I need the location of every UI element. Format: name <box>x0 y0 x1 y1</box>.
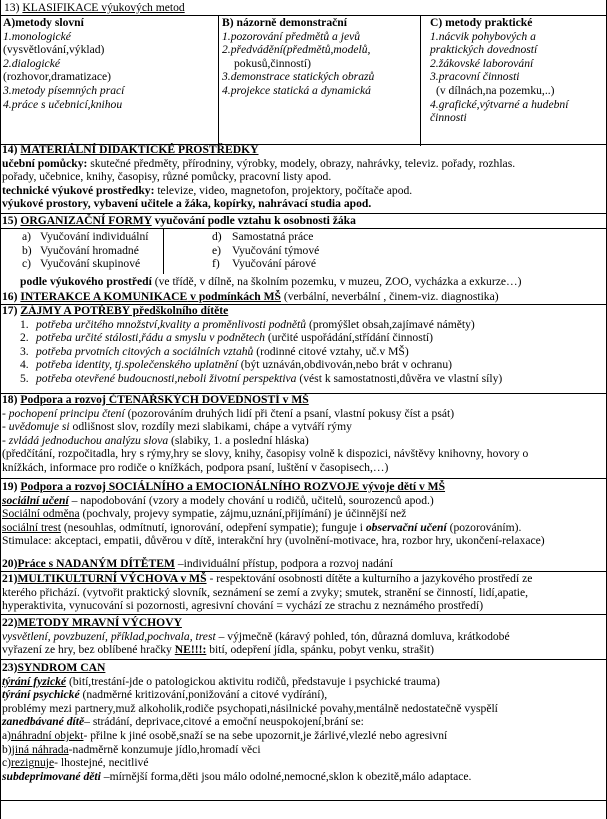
section-16-title: INTERAKCE A KOMUNIKACE <box>20 290 188 303</box>
section-20-title: Práce s NADANÝM DÍTĚTEM <box>17 557 175 570</box>
forms-divider <box>163 229 164 274</box>
section-21 <box>0 572 607 613</box>
section-23-heading: 23)SYNDROM CAN <box>2 661 106 674</box>
list-item: 4.projekce statická a dynamická <box>222 83 371 97</box>
section-19-line-2: Sociální odměna (pochvaly, projevy sympatie, zájmu,uznání,přijímání) je účinnější než <box>2 507 407 521</box>
section-17-title: ZÁJMY A POTŘEBY předškolního dítěte <box>20 304 229 317</box>
list-item: (rozhovor,dramatizace) <box>3 70 112 84</box>
section-19-line-3: sociální trest (nesouhlas, odmítnutí, ignorování, odepření sympatie); funguje i observační učení (pozorováním). <box>2 520 522 534</box>
list-item: praktických dovedností <box>430 43 538 57</box>
section-23 <box>0 661 607 783</box>
list-item: f) Vyučování párové <box>212 257 317 271</box>
methods-col-a <box>3 16 215 111</box>
section-13-heading: 13) KLASIFIKACE výukových metod <box>4 1 185 14</box>
rule <box>0 659 607 660</box>
list-item: 3.pracovní činnosti <box>430 70 520 84</box>
list-item: 3. potřeba prvotních citových a sociálních vztahů (rodinné citové vztahy, uč.v MŠ) <box>20 344 409 358</box>
section-20-heading: 20)Práce s NADANÝM DÍTĚTEM –individuální přístup, podpora a rozvoj nadání <box>2 557 393 570</box>
section-18-line-2: - uvědomuje si odlišnost slov, rozdíly mezi slabikami, chápe a vytváří rýmy <box>2 420 352 434</box>
list-item: (vysvětlování,výklad) <box>3 43 105 57</box>
list-item: pokusů,činností) <box>234 56 311 70</box>
section-19-line-1: sociální učení – napodobování (vzory a modely chování u rodičů, učitelů, sourozenců apod.) <box>2 493 434 507</box>
list-item: 4.grafické,výtvarné a hudební <box>430 97 569 111</box>
section-18-heading: 18) Podpora a rozvoj ČTENÁŘSKÝCH DOVEDNOSTÍ v MŠ <box>2 393 309 406</box>
section-13-title: KLASIFIKACE výukových metod <box>22 1 185 14</box>
methods-col-b-head: B) názorně demonstrační <box>222 16 347 29</box>
list-item: 5. potřeba otevřené budoucnosti,neboli životní perspektiva (vést k samostatnosti,důvěra ve vlastní síly) <box>20 371 503 385</box>
list-item: c) Vyučování skupinové <box>22 257 141 271</box>
forms-left <box>22 230 149 271</box>
section-14-line-3: technické výukové prostředky: televize, video, magnetofon, projektory, počítače apod. <box>2 183 413 197</box>
section-13 <box>0 1 607 125</box>
list-item: b) Vyučování hromadné <box>22 243 139 257</box>
list-item: 3.demonstrace statických obrazů <box>222 70 375 84</box>
methods-divider-1 <box>218 16 219 146</box>
list-item: 1.nácvik pohybových a <box>430 29 536 43</box>
methods-table <box>0 15 607 145</box>
methods-col-c-head: C) metody praktické <box>430 16 533 29</box>
section-23-line-3: problémy mezi partnery,muž alkoholik,rodiče psychopati,násilnické povahy,mentálně nedostatečně vyspělí <box>2 701 498 715</box>
section-22-heading: 22)METODY MRAVNÍ VÝCHOVY <box>2 616 182 629</box>
section-21-line-3: hyperaktivita, vynucování si pozornosti, agresivní chování = vychází ze strachu z neznámého prostředí) <box>2 599 484 613</box>
section-19 <box>0 480 607 548</box>
section-16 <box>0 290 607 304</box>
list-item: d) Samostatná práce <box>212 230 314 243</box>
forms-right <box>212 230 319 271</box>
section-22 <box>0 616 607 657</box>
list-item: a) Vyučování individuální <box>22 230 149 243</box>
section-15-extra: podle výukového prostředí (ve třídě, v dílně, na školním pozemku, v muzeu, ZOO, vycházka a exkurze…) <box>20 275 522 288</box>
methods-col-b <box>222 16 418 98</box>
list-item: 1. potřeba určitého množství,kvality a proměnlivosti podnětů (promýšlet obsah,zajímavé náměty) <box>20 317 475 331</box>
list-item: 3.metody písemných prací <box>3 83 125 97</box>
list-item: 2. potřeba určité stálosti,řádu a smyslu v podnětech (určité uspořádání,střídání činností) <box>20 331 434 345</box>
section-23-line-4: zanedbávané dítě– strádání, deprivace,citové a emoční neuspokojení,brání se: <box>2 715 364 729</box>
list-item: 2.žákovské laborování <box>430 56 534 70</box>
section-14-heading: 14) MATERIÁLNÍ DIDAKTICKÉ PROSTŘEDKY <box>2 143 259 156</box>
rule <box>0 478 607 479</box>
section-23-line-5: a)náhradní objekt- přilne k jiné osobě,snaží se na sebe upozornit,je žárlivé,vlezlé nebo agresivní <box>2 728 448 742</box>
section-22-line-2: vyřazení ze hry, bez oblíbené hračky NE!!!: bití, odepření jídla, spánku, pobyt venku, strašit) <box>2 643 434 657</box>
section-14-line-4: výukové prostory, vybavení učitele a žáka, kopírky, nahrávací studia apod. <box>2 197 372 211</box>
section-23-line-6: b)jiná náhrada-nadměrně konzumuje jídlo,hromadí věci <box>2 742 261 756</box>
section-18-line-5: knížkách, informace pro rodiče o knížkách, podpora psaní, luštění v časopisech,…) <box>2 460 389 474</box>
section-21-line-2: kterého přichází. (vytvořit praktický slovník, seznámení se zemí a zvyky; smutek, stranění se činností, lidí,apatie, <box>2 585 529 599</box>
rule <box>0 800 607 801</box>
section-18 <box>0 393 607 475</box>
section-15-heading: 15) ORGANIZAČNÍ FORMY vyučování podle vztahu k osobnosti žáka <box>2 214 356 227</box>
section-16-heading: 16) INTERAKCE A KOMUNIKACE v podmínkách MŠ (verbální, neverbální , činem-viz. diagnostika) <box>2 290 499 303</box>
section-18-line-3: - zvládá jednoduchou analýzu slova (slabiky, 1. a poslední hláska) <box>2 433 309 447</box>
methods-col-c <box>430 16 604 125</box>
section-22-title: METODY MRAVNÍ VÝCHOVY <box>17 616 182 629</box>
list-item: 4. potřeba identity, tj.společenského uplatnění (být uznáván,obdivován,nebo brát v ochranu) <box>20 358 452 372</box>
section-14-title: MATERIÁLNÍ DIDAKTICKÉ PROSTŘEDKY <box>20 143 259 156</box>
list-item: 1.monologické <box>3 29 71 43</box>
section-14 <box>0 143 607 211</box>
section-17 <box>0 304 607 386</box>
list-item: 2.předvádění(předmětů,modelů, <box>222 43 371 57</box>
section-19-title: Podpora a rozvoj SOCIÁLNÍHO a EMOCIONÁLNÍHO ROZVOJE vývoje dětí v MŠ <box>20 480 446 493</box>
section-14-line-1: učební pomůcky: skutečné předměty, přírodniny, výrobky, modely, obrazy, nahrávky, televiz. pořady, rozhlas. <box>2 156 516 170</box>
forms-table <box>0 228 607 273</box>
section-18-title: Podpora a rozvoj ČTENÁŘSKÝCH DOVEDNOSTÍ v MŠ <box>20 393 309 406</box>
section-18-line-4: (předčítání, rozpočitadla, hry s rýmy,hry se slovy, knihy, časopisy volně k dispozici, návštěvy knihovny, hovory o <box>2 447 529 461</box>
section-23-line-8: subdeprimované děti –mírnější forma,děti jsou málo odolné,nemocné,sklon k obezitě,málo adaptace. <box>2 769 472 783</box>
section-15 <box>0 214 607 288</box>
section-22-line-1: vysvětlení, povzbuzení, příklad,pochvala, trest – výjmečně (káravý pohled, tón, důrazná domluva, krátkodobé <box>2 629 510 643</box>
methods-divider-2 <box>420 16 421 146</box>
needs-list <box>0 318 607 386</box>
section-18-line-1: - pochopení principu čtení (pozorováním druhých lidí při čtení a psaní, vlastní pokusy číst a psát) <box>2 406 455 420</box>
section-23-line-7: c)rezignuje- lhostejné, necitlivé <box>2 756 149 770</box>
methods-col-a-head: A)metody slovní <box>3 16 84 29</box>
section-23-title: SYNDROM CAN <box>17 661 106 674</box>
section-23-line-1: týrání fyzické (bití,trestání-jde o patologickou aktivitu rodičů, představuje i psychické trauma) <box>2 674 440 688</box>
section-19-heading: 19) Podpora a rozvoj SOCIÁLNÍHO a EMOCIONÁLNÍHO ROZVOJE vývoje dětí v MŠ <box>2 480 446 493</box>
section-17-heading: 17) ZÁJMY A POTŘEBY předškolního dítěte <box>2 304 229 317</box>
list-item: činnosti <box>430 111 467 125</box>
section-15-title: ORGANIZAČNÍ FORMY <box>20 214 152 227</box>
section-19-line-4: Stimulace: akceptaci, empatii, důvěrou v dítě, interakční hry (uvolnění-motivace, hra, rozbor hry, ukončení-relaxace) <box>2 534 545 548</box>
list-item: e) Vyučování týmové <box>212 243 320 257</box>
list-item: 2.dialogické <box>3 56 60 70</box>
list-item: 1.pozorování předmětů a jevů <box>222 29 361 43</box>
section-21-heading: 21)MULTIKULTURNÍ VÝCHOVA v MŠ - respektování osobnosti dítěte a kulturního a jazykového prostředí ze <box>2 572 533 585</box>
rule <box>0 614 607 615</box>
list-item: (v dílnách,na pozemku,..) <box>436 83 555 97</box>
list-item: 4.práce s učebnicí,knihou <box>3 97 123 111</box>
section-21-title: MULTIKULTURNÍ VÝCHOVA v MŠ <box>17 572 207 585</box>
section-14-line-2: pořady, učebnice, knihy, časopisy, různé pomůcky, pracovní listy apod. <box>2 170 332 184</box>
section-20 <box>0 557 607 571</box>
section-23-line-2: týrání psychické (nadměrné kritizování,ponižování a citové vydírání), <box>2 688 328 702</box>
